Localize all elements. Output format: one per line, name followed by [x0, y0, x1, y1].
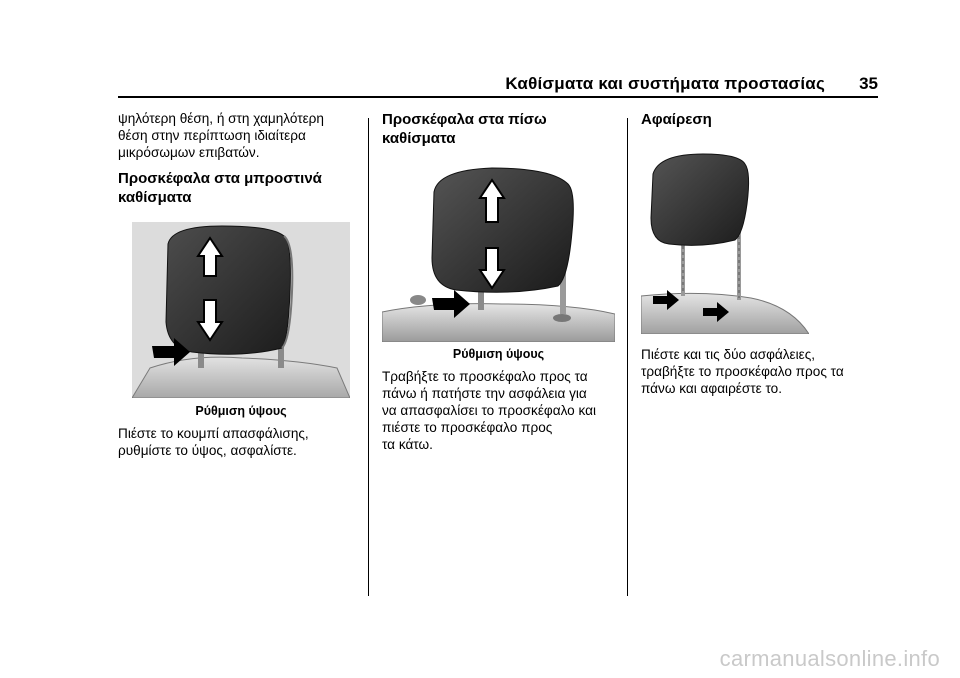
page-number: 35 — [859, 74, 878, 93]
front-headrest-figure — [132, 222, 350, 398]
section-heading-removal: Αφαίρεση — [641, 111, 712, 128]
removal-instructions: Πιέστε και τις δύο ασφάλειες, τραβήξτε το προσκέφαλο προς τα πάνω και αφαιρέστε το. — [641, 347, 844, 396]
header-divider — [118, 96, 878, 98]
figure-caption-rear: Ρύθμιση ύψους — [452, 347, 545, 361]
watermark: carmanualsonline.info — [719, 646, 940, 671]
column-divider-2 — [627, 118, 628, 596]
page-header-title: Καθίσματα και συστήματα προστασίας — [505, 74, 825, 93]
section-heading-rear: Προσκέφαλα στα πίσω καθίσματα — [382, 111, 547, 147]
headrest-removal-figure — [641, 152, 809, 334]
rear-headrest-figure — [382, 162, 615, 342]
column-divider-1 — [368, 118, 369, 596]
section-heading-front: Προσκέφαλα στα μπροστινά καθίσματα — [118, 170, 322, 206]
rear-instructions: Τραβήξτε το προσκέφαλο προς τα πάνω ή πατήστε την ασφάλεια για να απασφαλίσει το προσκέφαλο και πιέστε το προσκέφαλο προς τα κάτω. — [382, 369, 597, 452]
figure-caption-front: Ρύθμιση ύψους — [195, 404, 287, 418]
intro-paragraph: ψηλότερη θέση, ή στη χαμηλότερη θέση στην περίπτωση ιδιαίτερα μικρόσωμων επιβατών. — [118, 111, 324, 160]
front-instructions: Πιέστε το κουμπί απασφάλισης, ρυθμίστε το ύψος, ασφαλίστε. — [118, 426, 309, 458]
